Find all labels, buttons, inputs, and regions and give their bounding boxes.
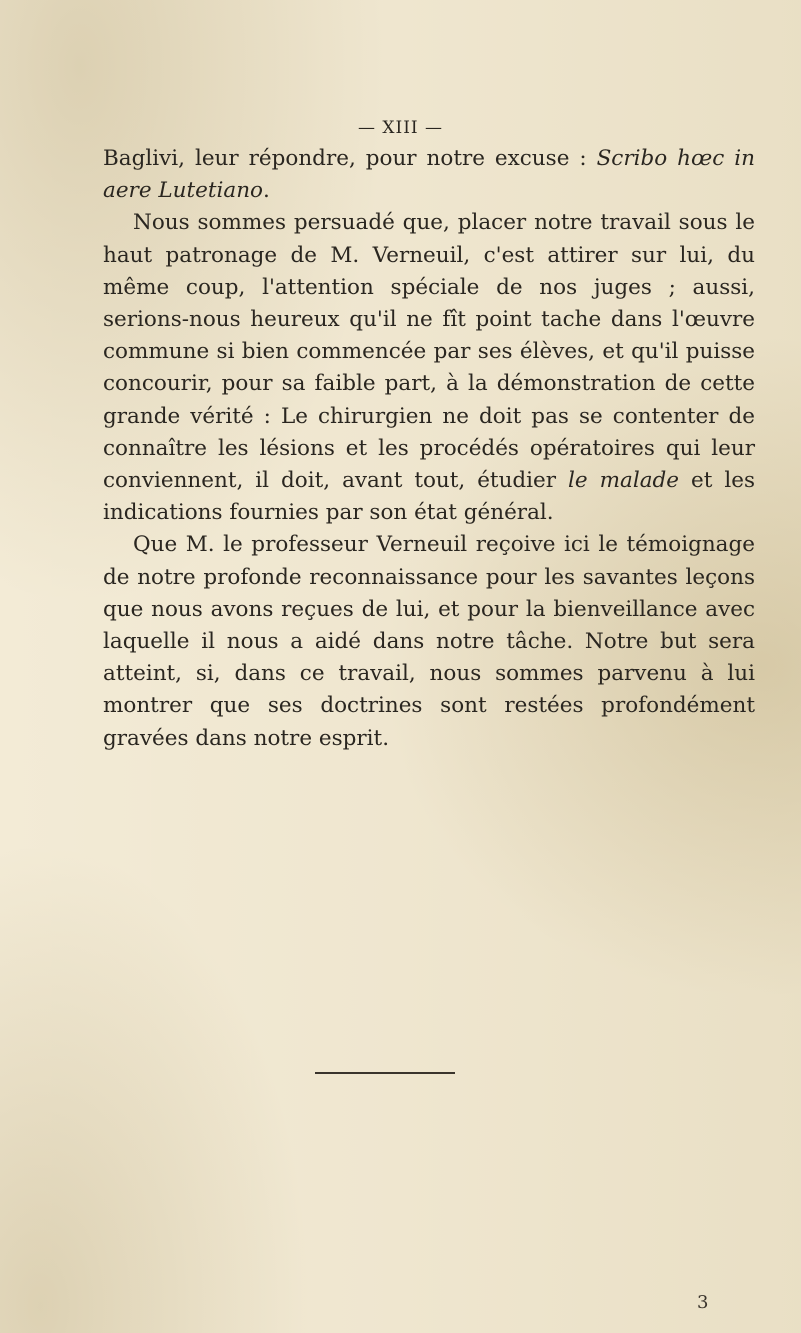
- paragraph-2-italic: le malade: [568, 468, 680, 494]
- paragraph-2-end: et les indications fournies par son état général.: [103, 468, 755, 526]
- paragraph-1-end: .: [263, 178, 270, 204]
- body-text: [103, 143, 755, 755]
- paragraph-3: Que M. le professeur Verneuil reçoive ici le témoignage de notre profonde reconnaissance pour les savantes leçons que nous avons reçues de lui, et pour la bienveillance avec laquelle il nous a aidé dans notre tâche. Notre but sera atteint, si, dans ce travail, nous sommes parvenu à lui montrer que ses doctrines sont restées profondément gravées dans notre esprit.: [103, 532, 755, 751]
- paragraph-1: [103, 143, 755, 207]
- paragraph-1-text: Baglivi, leur répondre, pour notre excuse :: [103, 146, 597, 171]
- paragraph-2-text: Nous sommes persuadé que, placer notre travail sous le haut patronage de M. Verneuil, c'est attirer sur lui, du même coup, l'attention spéciale de nos juges ; aussi, serions-nous heureux qu'il ne fît point tache dans l'œuvre commune si bien commencée par ses élèves, et qu'il puisse concourir, pour sa faible part, à la démonstration de cette grande vérité : Le chirurgien ne doit pas se contenter de connaître les lésions et les procédés opératoires qui leur conviennent, il doit, avant tout, étudier: [103, 210, 755, 494]
- paragraph-2: [103, 207, 755, 529]
- latin-quote: Scribo hœc in aere Lutetiano: [103, 146, 755, 204]
- end-rule: [315, 1072, 455, 1074]
- signature-mark: 3: [697, 1292, 709, 1313]
- page-number: — XIII —: [357, 118, 444, 138]
